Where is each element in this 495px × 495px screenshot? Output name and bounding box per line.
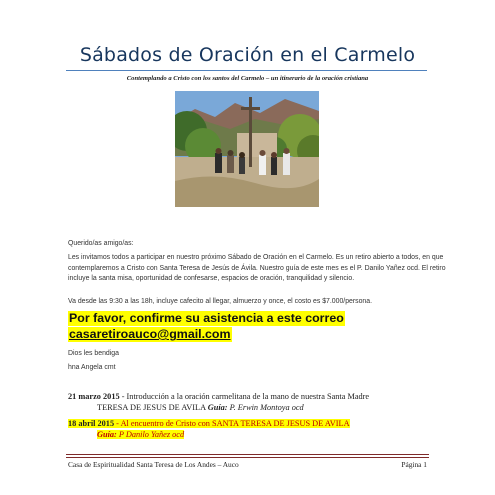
- footer-page-number: Página 1: [401, 460, 427, 469]
- guide-name: P. Erwin Montoya ocd: [227, 403, 304, 412]
- photo-image: [175, 91, 319, 207]
- footer-organization: Casa de Espiritualidad Santa Teresa de Los Andes – Auco: [68, 460, 239, 469]
- schedule-item-2: [68, 418, 448, 429]
- garden-cross-procession-photo: [175, 91, 319, 207]
- guide-label: Guía:: [207, 403, 228, 412]
- greeting-text: Querido/as amigo/as:: [68, 240, 134, 247]
- schedule-item-1: [68, 391, 448, 402]
- footer-rule-thin: [66, 457, 429, 458]
- page-title: Sábados de Oración en el Carmelo: [79, 44, 416, 66]
- guide-name: P Danilo Yañez ocd: [116, 430, 185, 439]
- contact-email-link[interactable]: casaretiroauco@gmail.com: [69, 327, 231, 341]
- schedule-item-1-guide: [97, 402, 447, 413]
- guide-label: Guía:: [97, 430, 117, 439]
- blessing-text: Dios les bendiga: [68, 350, 119, 357]
- title-rule: [66, 70, 427, 71]
- schedule-item-text-cont: TERESA DE JESUS DE AVILA: [97, 403, 208, 412]
- schedule-item-2-guide: [97, 429, 447, 440]
- schedule-paragraph: Va desde las 9:30 a las 18h, incluye cafecito al llegar, almuerzo y once, el costo es $7.000/persona.: [68, 298, 373, 305]
- schedule-item-text: - Al encuentro de Cristo con SANTA TERESA DE JESUS DE AVILA: [114, 419, 350, 428]
- schedule-item-date: 18 abril 2015: [68, 419, 115, 428]
- schedule-item-date: 21 marzo 2015: [68, 392, 120, 401]
- confirm-attendance-text: Por favor, confirme su asistencia a este correo: [69, 311, 344, 325]
- signature-text: hna Angela cmt: [68, 364, 116, 371]
- schedule-item-text: - Introducción a la oración carmelitana de la mano de nuestra Santa Madre: [119, 392, 370, 401]
- page-subtitle: Contemplando a Cristo con los santos del Carmelo – un itinerario de la oración cristiana: [126, 75, 369, 82]
- invitation-paragraph: Les invitamos todos a participar en nuestro próximo Sábado de Oración en el Carmelo. Es un retiro abierto a todos, en que contemplaremos a Cristo con Santa Teresa de Jesús de Ávila. Nuestro guía de este mes es el P. Danilo Yañez ocd. El retiro incluye la santa misa, oportunidad de confesarse, espacios de oración, tranquilidad y silencio.: [68, 254, 446, 283]
- footer-rule-thick: [66, 454, 429, 455]
